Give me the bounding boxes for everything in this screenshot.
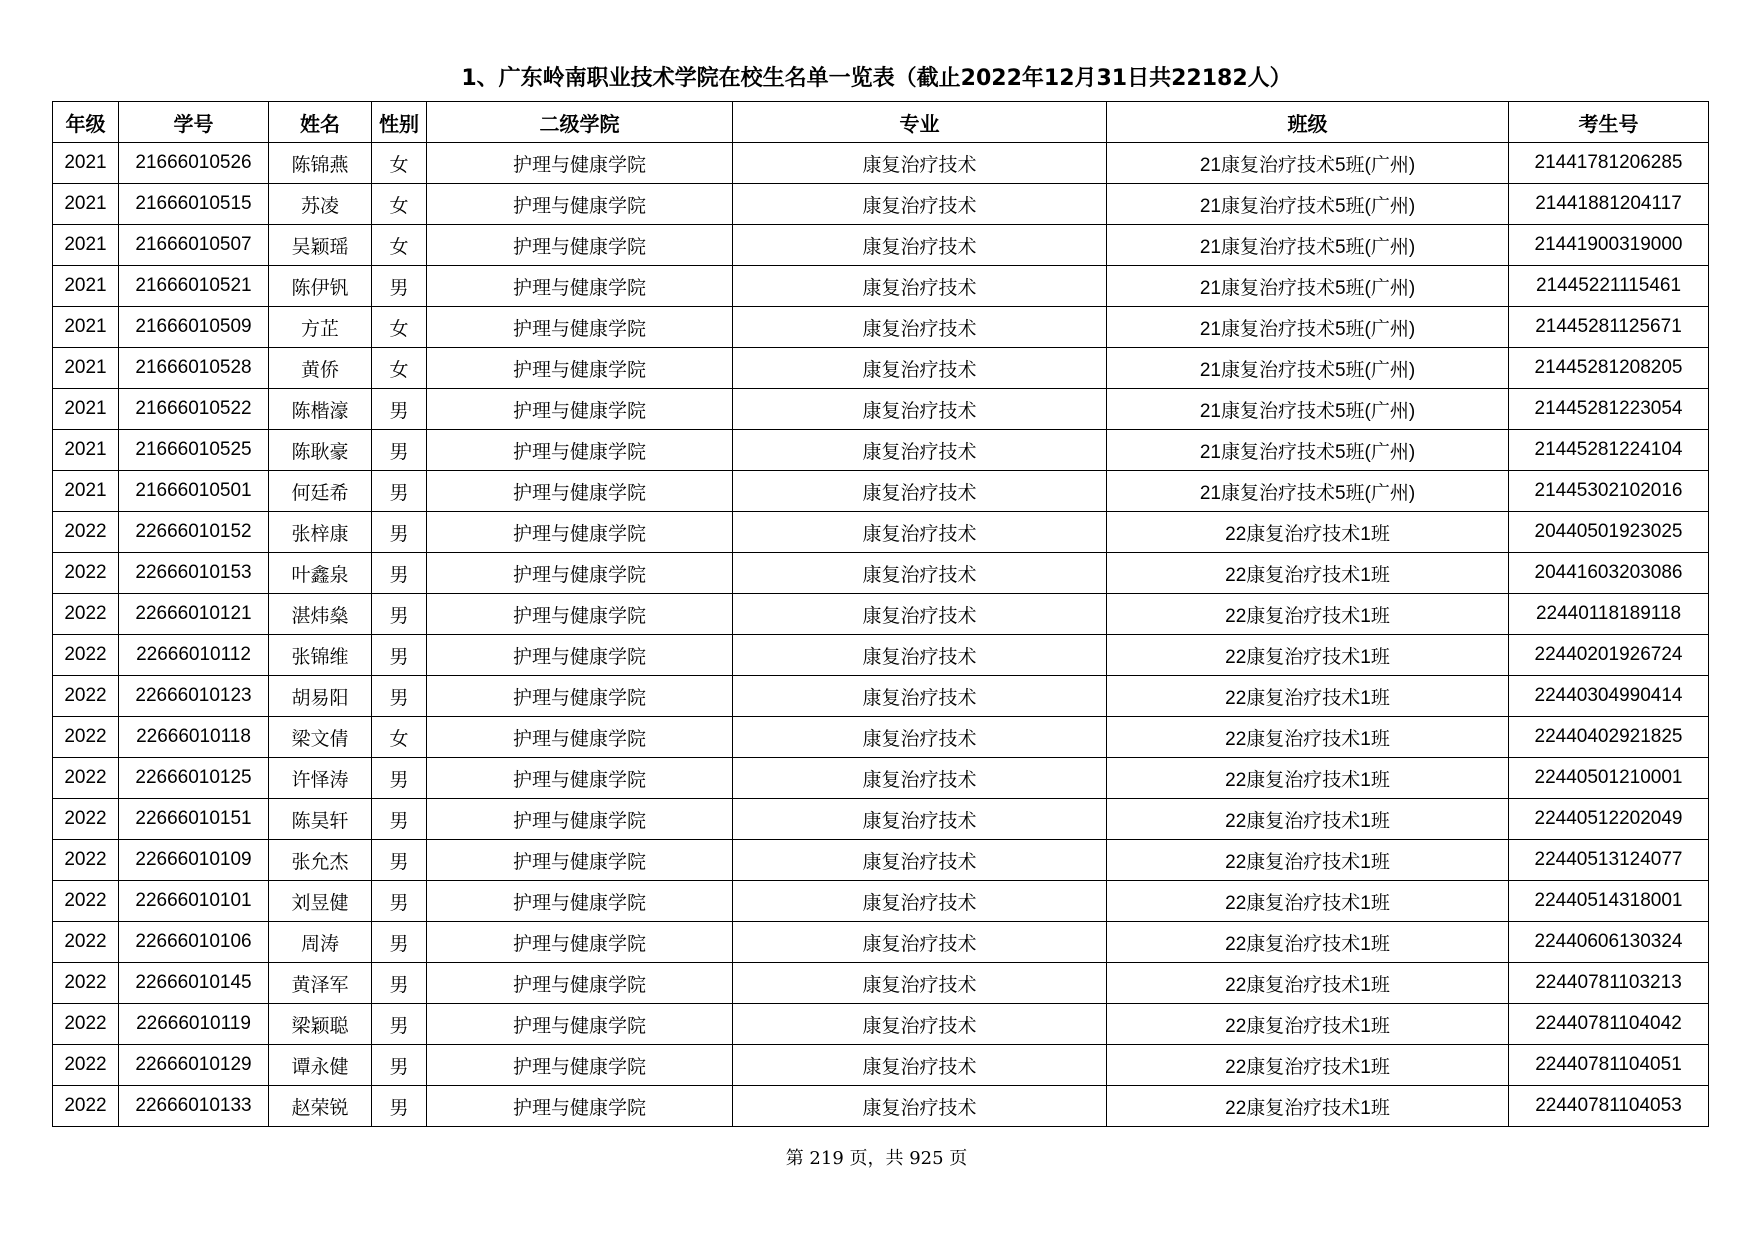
exam-number-cell: 22440781104042	[1509, 1004, 1709, 1045]
college-cell: 护理与健康学院	[427, 881, 733, 922]
major-cell: 康复治疗技术	[733, 922, 1107, 963]
gender-cell: 男	[372, 1004, 427, 1045]
college-cell: 护理与健康学院	[427, 922, 733, 963]
class-cell: 21康复治疗技术5班(广州)	[1107, 307, 1509, 348]
grade-cell: 2021	[53, 184, 119, 225]
name-cell: 张锦维	[269, 635, 372, 676]
table-row	[53, 840, 1709, 881]
table-header-row	[53, 102, 1709, 143]
major-cell: 康复治疗技术	[733, 225, 1107, 266]
name-cell: 叶鑫泉	[269, 553, 372, 594]
college-cell: 护理与健康学院	[427, 676, 733, 717]
student-id-cell: 22666010112	[119, 635, 269, 676]
name-cell: 吴颖瑶	[269, 225, 372, 266]
table-row	[53, 266, 1709, 307]
exam-number-cell: 20440501923025	[1509, 512, 1709, 553]
table-row	[53, 1045, 1709, 1086]
major-cell: 康复治疗技术	[733, 758, 1107, 799]
exam-number-cell: 22440118189118	[1509, 594, 1709, 635]
class-cell: 21康复治疗技术5班(广州)	[1107, 225, 1509, 266]
class-cell: 22康复治疗技术1班	[1107, 676, 1509, 717]
gender-cell: 女	[372, 348, 427, 389]
student-id-cell: 21666010528	[119, 348, 269, 389]
page-title: 1、广东岭南职业技术学院在校生名单一览表（截止2022年12月31日共22182人）	[461, 66, 1292, 91]
class-cell: 21康复治疗技术5班(广州)	[1107, 348, 1509, 389]
name-cell: 陈耿豪	[269, 430, 372, 471]
class-cell: 22康复治疗技术1班	[1107, 922, 1509, 963]
gender-cell: 男	[372, 799, 427, 840]
class-cell: 21康复治疗技术5班(广州)	[1107, 430, 1509, 471]
table-row	[53, 717, 1709, 758]
student-id-cell: 22666010119	[119, 1004, 269, 1045]
major-cell: 康复治疗技术	[733, 881, 1107, 922]
college-cell: 护理与健康学院	[427, 307, 733, 348]
student-id-cell: 22666010152	[119, 512, 269, 553]
grade-cell: 2022	[53, 963, 119, 1004]
major-cell: 康复治疗技术	[733, 266, 1107, 307]
gender-cell: 男	[372, 758, 427, 799]
table-row	[53, 512, 1709, 553]
grade-cell: 2022	[53, 799, 119, 840]
table-row	[53, 1004, 1709, 1045]
student-id-cell: 21666010507	[119, 225, 269, 266]
student-id-cell: 22666010121	[119, 594, 269, 635]
major-cell: 康复治疗技术	[733, 430, 1107, 471]
name-cell: 苏凌	[269, 184, 372, 225]
college-cell: 护理与健康学院	[427, 840, 733, 881]
gender-cell: 女	[372, 225, 427, 266]
major-cell: 康复治疗技术	[733, 1086, 1107, 1127]
name-cell: 张梓康	[269, 512, 372, 553]
grade-cell: 2021	[53, 307, 119, 348]
name-cell: 梁文倩	[269, 717, 372, 758]
table-row	[53, 676, 1709, 717]
exam-number-cell: 22440501210001	[1509, 758, 1709, 799]
student-roster-table	[52, 101, 1709, 1127]
gender-cell: 女	[372, 717, 427, 758]
table-row	[53, 758, 1709, 799]
college-cell: 护理与健康学院	[427, 1045, 733, 1086]
grade-cell: 2021	[53, 389, 119, 430]
gender-cell: 男	[372, 840, 427, 881]
college-cell: 护理与健康学院	[427, 1004, 733, 1045]
gender-cell: 男	[372, 389, 427, 430]
exam-number-cell: 22440781103213	[1509, 963, 1709, 1004]
college-cell: 护理与健康学院	[427, 348, 733, 389]
student-id-cell: 22666010109	[119, 840, 269, 881]
name-cell: 陈昊轩	[269, 799, 372, 840]
table-row	[53, 553, 1709, 594]
name-cell: 梁颖聪	[269, 1004, 372, 1045]
student-id-cell: 22666010129	[119, 1045, 269, 1086]
grade-cell: 2021	[53, 266, 119, 307]
gender-cell: 女	[372, 143, 427, 184]
student-id-cell: 22666010145	[119, 963, 269, 1004]
grade-cell: 2022	[53, 635, 119, 676]
student-id-cell: 21666010522	[119, 389, 269, 430]
class-cell: 22康复治疗技术1班	[1107, 512, 1509, 553]
column-header-exam-number: 考生号	[1509, 102, 1709, 143]
exam-number-cell: 22440606130324	[1509, 922, 1709, 963]
gender-cell: 男	[372, 922, 427, 963]
class-cell: 22康复治疗技术1班	[1107, 635, 1509, 676]
table-row	[53, 143, 1709, 184]
grade-cell: 2021	[53, 143, 119, 184]
college-cell: 护理与健康学院	[427, 471, 733, 512]
gender-cell: 男	[372, 553, 427, 594]
gender-cell: 男	[372, 266, 427, 307]
table-row	[53, 430, 1709, 471]
major-cell: 康复治疗技术	[733, 717, 1107, 758]
exam-number-cell: 22440201926724	[1509, 635, 1709, 676]
college-cell: 护理与健康学院	[427, 799, 733, 840]
exam-number-cell: 22440514318001	[1509, 881, 1709, 922]
column-header-gender: 性别	[372, 102, 427, 143]
student-id-cell: 21666010525	[119, 430, 269, 471]
class-cell: 21康复治疗技术5班(广州)	[1107, 471, 1509, 512]
major-cell: 康复治疗技术	[733, 840, 1107, 881]
grade-cell: 2021	[53, 430, 119, 471]
student-id-cell: 22666010118	[119, 717, 269, 758]
student-id-cell: 22666010106	[119, 922, 269, 963]
gender-cell: 男	[372, 963, 427, 1004]
student-id-cell: 21666010526	[119, 143, 269, 184]
table-row	[53, 389, 1709, 430]
table-row	[53, 471, 1709, 512]
table-body	[53, 143, 1709, 1127]
page-footer: 第 219 页，共 925 页	[785, 1148, 968, 1169]
gender-cell: 男	[372, 471, 427, 512]
exam-number-cell: 21445281223054	[1509, 389, 1709, 430]
student-id-cell: 21666010521	[119, 266, 269, 307]
grade-cell: 2022	[53, 553, 119, 594]
major-cell: 康复治疗技术	[733, 799, 1107, 840]
exam-number-cell: 21445281208205	[1509, 348, 1709, 389]
major-cell: 康复治疗技术	[733, 635, 1107, 676]
name-cell: 胡易阳	[269, 676, 372, 717]
exam-number-cell: 22440513124077	[1509, 840, 1709, 881]
name-cell: 方芷	[269, 307, 372, 348]
table-row	[53, 225, 1709, 266]
gender-cell: 男	[372, 881, 427, 922]
class-cell: 21康复治疗技术5班(广州)	[1107, 266, 1509, 307]
grade-cell: 2022	[53, 922, 119, 963]
grade-cell: 2022	[53, 1004, 119, 1045]
name-cell: 湛炜燊	[269, 594, 372, 635]
college-cell: 护理与健康学院	[427, 266, 733, 307]
major-cell: 康复治疗技术	[733, 348, 1107, 389]
student-id-cell: 22666010133	[119, 1086, 269, 1127]
student-id-cell: 22666010123	[119, 676, 269, 717]
class-cell: 22康复治疗技术1班	[1107, 1045, 1509, 1086]
grade-cell: 2022	[53, 676, 119, 717]
grade-cell: 2022	[53, 1045, 119, 1086]
column-header-major: 专业	[733, 102, 1107, 143]
grade-cell: 2022	[53, 1086, 119, 1127]
exam-number-cell: 21445302102016	[1509, 471, 1709, 512]
table-row	[53, 963, 1709, 1004]
table-row	[53, 799, 1709, 840]
table-row	[53, 348, 1709, 389]
college-cell: 护理与健康学院	[427, 963, 733, 1004]
name-cell: 谭永健	[269, 1045, 372, 1086]
class-cell: 22康复治疗技术1班	[1107, 717, 1509, 758]
exam-number-cell: 22440781104053	[1509, 1086, 1709, 1127]
gender-cell: 女	[372, 307, 427, 348]
college-cell: 护理与健康学院	[427, 553, 733, 594]
column-header-college: 二级学院	[427, 102, 733, 143]
exam-number-cell: 21441881204117	[1509, 184, 1709, 225]
column-header-student-id: 学号	[119, 102, 269, 143]
exam-number-cell: 21445281224104	[1509, 430, 1709, 471]
table-row	[53, 1086, 1709, 1127]
major-cell: 康复治疗技术	[733, 512, 1107, 553]
name-cell: 何廷希	[269, 471, 372, 512]
student-id-cell: 21666010515	[119, 184, 269, 225]
class-cell: 22康复治疗技术1班	[1107, 594, 1509, 635]
grade-cell: 2022	[53, 840, 119, 881]
name-cell: 刘昱健	[269, 881, 372, 922]
name-cell: 张允杰	[269, 840, 372, 881]
gender-cell: 男	[372, 1086, 427, 1127]
gender-cell: 男	[372, 635, 427, 676]
college-cell: 护理与健康学院	[427, 225, 733, 266]
name-cell: 黄侨	[269, 348, 372, 389]
name-cell: 陈锦燕	[269, 143, 372, 184]
grade-cell: 2021	[53, 348, 119, 389]
student-id-cell: 21666010501	[119, 471, 269, 512]
name-cell: 赵荣锐	[269, 1086, 372, 1127]
name-cell: 陈伊钒	[269, 266, 372, 307]
college-cell: 护理与健康学院	[427, 635, 733, 676]
class-cell: 22康复治疗技术1班	[1107, 1004, 1509, 1045]
major-cell: 康复治疗技术	[733, 307, 1107, 348]
name-cell: 陈楷濠	[269, 389, 372, 430]
class-cell: 22康复治疗技术1班	[1107, 881, 1509, 922]
college-cell: 护理与健康学院	[427, 758, 733, 799]
class-cell: 21康复治疗技术5班(广州)	[1107, 389, 1509, 430]
grade-cell: 2022	[53, 758, 119, 799]
student-id-cell: 21666010509	[119, 307, 269, 348]
class-cell: 21康复治疗技术5班(广州)	[1107, 184, 1509, 225]
class-cell: 22康复治疗技术1班	[1107, 758, 1509, 799]
exam-number-cell: 20441603203086	[1509, 553, 1709, 594]
grade-cell: 2022	[53, 512, 119, 553]
major-cell: 康复治疗技术	[733, 553, 1107, 594]
name-cell: 周涛	[269, 922, 372, 963]
major-cell: 康复治疗技术	[733, 676, 1107, 717]
college-cell: 护理与健康学院	[427, 717, 733, 758]
college-cell: 护理与健康学院	[427, 143, 733, 184]
gender-cell: 男	[372, 594, 427, 635]
major-cell: 康复治疗技术	[733, 1045, 1107, 1086]
exam-number-cell: 21441781206285	[1509, 143, 1709, 184]
column-header-name: 姓名	[269, 102, 372, 143]
class-cell: 22康复治疗技术1班	[1107, 799, 1509, 840]
grade-cell: 2022	[53, 717, 119, 758]
major-cell: 康复治疗技术	[733, 594, 1107, 635]
college-cell: 护理与健康学院	[427, 389, 733, 430]
exam-number-cell: 21441900319000	[1509, 225, 1709, 266]
table-row	[53, 635, 1709, 676]
gender-cell: 男	[372, 512, 427, 553]
major-cell: 康复治疗技术	[733, 471, 1107, 512]
gender-cell: 男	[372, 430, 427, 471]
major-cell: 康复治疗技术	[733, 143, 1107, 184]
gender-cell: 男	[372, 1045, 427, 1086]
exam-number-cell: 22440512202049	[1509, 799, 1709, 840]
grade-cell: 2021	[53, 471, 119, 512]
table-row	[53, 881, 1709, 922]
major-cell: 康复治疗技术	[733, 184, 1107, 225]
class-cell: 22康复治疗技术1班	[1107, 553, 1509, 594]
exam-number-cell: 22440304990414	[1509, 676, 1709, 717]
gender-cell: 女	[372, 184, 427, 225]
grade-cell: 2022	[53, 594, 119, 635]
class-cell: 22康复治疗技术1班	[1107, 840, 1509, 881]
class-cell: 21康复治疗技术5班(广州)	[1107, 143, 1509, 184]
major-cell: 康复治疗技术	[733, 963, 1107, 1004]
table-row	[53, 922, 1709, 963]
college-cell: 护理与健康学院	[427, 430, 733, 471]
student-id-cell: 22666010151	[119, 799, 269, 840]
college-cell: 护理与健康学院	[427, 512, 733, 553]
class-cell: 22康复治疗技术1班	[1107, 1086, 1509, 1127]
college-cell: 护理与健康学院	[427, 1086, 733, 1127]
name-cell: 许怿涛	[269, 758, 372, 799]
table-row	[53, 594, 1709, 635]
table-row	[53, 307, 1709, 348]
table-row	[53, 184, 1709, 225]
grade-cell: 2022	[53, 881, 119, 922]
exam-number-cell: 21445221115461	[1509, 266, 1709, 307]
column-header-grade: 年级	[53, 102, 119, 143]
student-id-cell: 22666010125	[119, 758, 269, 799]
student-id-cell: 22666010153	[119, 553, 269, 594]
student-id-cell: 22666010101	[119, 881, 269, 922]
class-cell: 22康复治疗技术1班	[1107, 963, 1509, 1004]
name-cell: 黄泽军	[269, 963, 372, 1004]
gender-cell: 男	[372, 676, 427, 717]
major-cell: 康复治疗技术	[733, 389, 1107, 430]
college-cell: 护理与健康学院	[427, 184, 733, 225]
column-header-class: 班级	[1107, 102, 1509, 143]
exam-number-cell: 21445281125671	[1509, 307, 1709, 348]
college-cell: 护理与健康学院	[427, 594, 733, 635]
exam-number-cell: 22440402921825	[1509, 717, 1709, 758]
exam-number-cell: 22440781104051	[1509, 1045, 1709, 1086]
grade-cell: 2021	[53, 225, 119, 266]
major-cell: 康复治疗技术	[733, 1004, 1107, 1045]
